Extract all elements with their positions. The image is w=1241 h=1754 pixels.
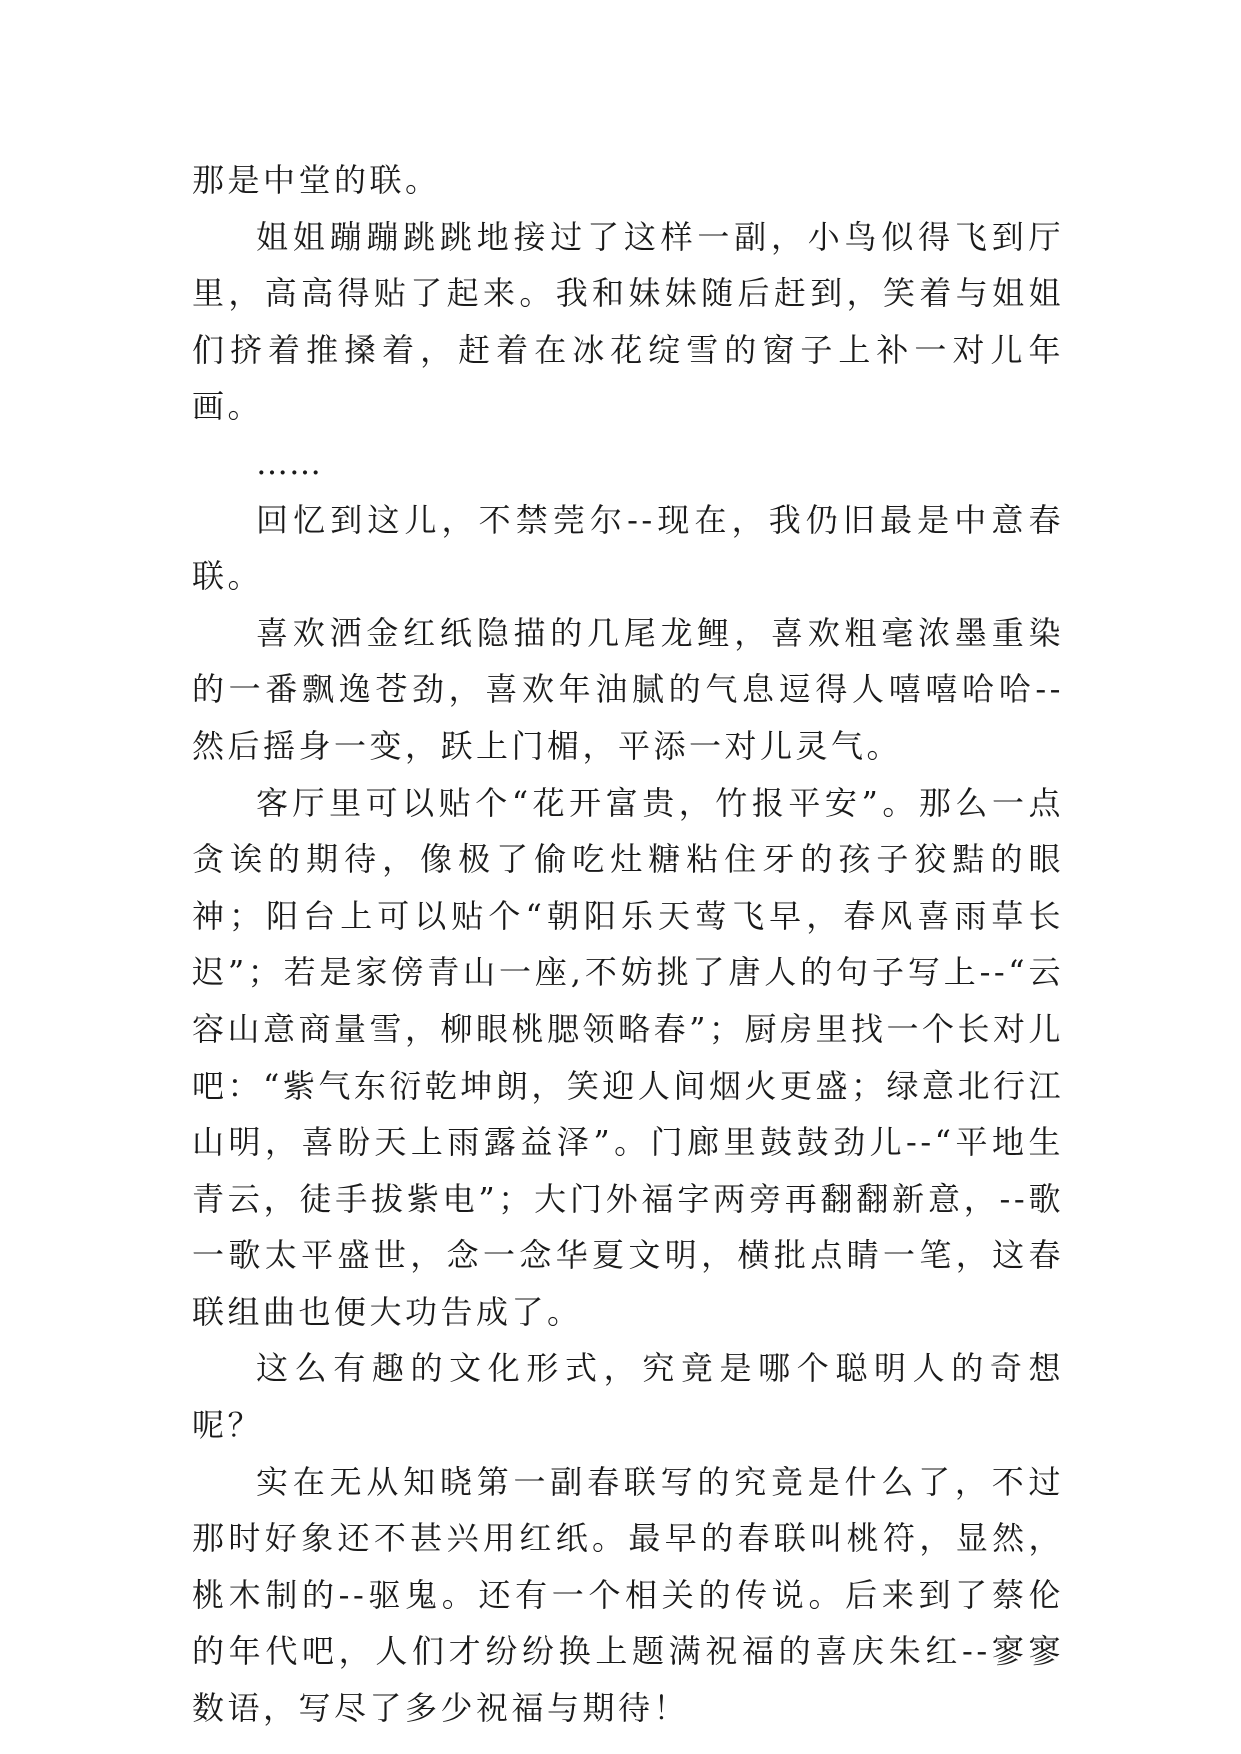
paragraph-7: 实在无从知晓第一副春联写的究竟是什么了，不过那时好象还不甚兴用红纸。最早的春联叫桃符，显然，桃木制的--驱鬼。还有一个相关的传说。后来到了蔡伦的年代吧，人们才纷纷换上题满祝福的喜庆朱红--寥寥数语，写尽了多少祝福与期待！ [192,1462,1064,1728]
document-page [192,152,1064,1737]
paragraph-3: 回忆到这儿，不禁莞尔--现在，我仍旧最是中意春联。 [192,500,1064,596]
paragraph-2: 姐姐蹦蹦跳跳地接过了这样一副，小鸟似得飞到厅里，高高得贴了起来。我和妹妹随后赶到，笑着与姐姐们挤着推搡着，赶着在冰花绽雪的窗子上补一对儿年画。 [192,217,1064,426]
paragraph-4: 喜欢洒金红纸隐描的几尾龙鲤，喜欢粗毫浓墨重染的一番飘逸苍劲，喜欢年油腻的气息逗得人嘻嘻哈哈--然后摇身一变，跃上门楣，平添一对儿灵气。 [192,613,1064,765]
paragraph-6: 这么有趣的文化形式，究竟是哪个聪明人的奇想呢？ [192,1349,1064,1445]
paragraph-5: 客厅里可以贴个“花开富贵，竹报平安”。那么一点贪诶的期待，像极了偷吃灶糖粘住牙的孩子狡黠的眼神；阳台上可以贴个“朝阳乐天莺飞早，春风喜雨草长迟”；若是家傍青山一座,不妨挑了唐人的句子写上--“云容山意商量雪，柳眼桃腮领略春”；厨房里找一个长对儿吧：“紫气东衍乾坤朗，笑迎人间烟火更盛；绿意北行江山明，喜盼天上雨露益泽”。门廊里鼓鼓劲儿--“平地生青云，徒手拔紫电”；大门外福字两旁再翻翻新意，--歌一歌太平盛世，念一念华夏文明，横批点睛一笔，这春联组曲也便大功告成了。 [192,783,1064,1331]
paragraph-1: 那是中堂的联。 [192,161,441,199]
ellipsis-line: …… [256,443,322,482]
